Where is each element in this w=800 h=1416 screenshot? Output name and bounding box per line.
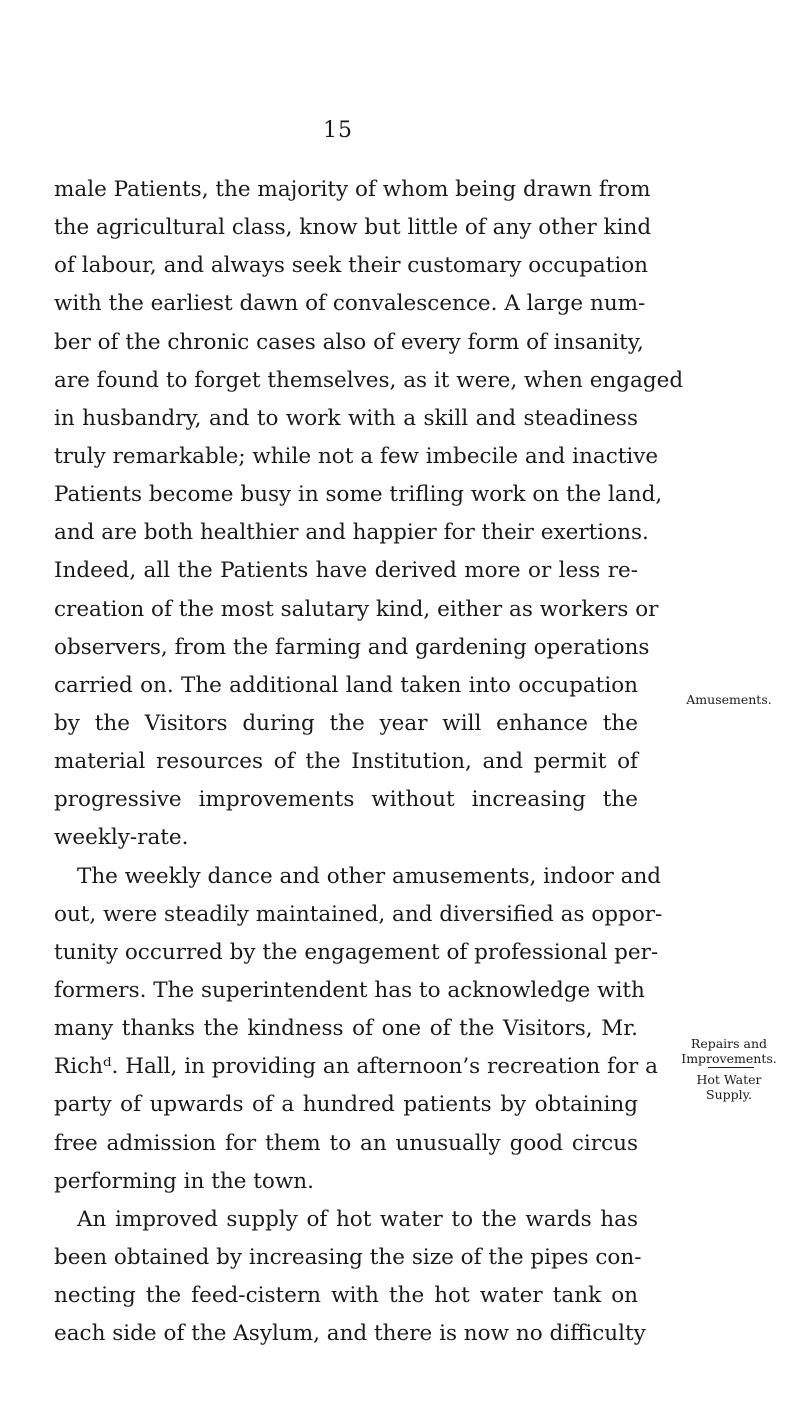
text-line: many thanks the kindness of one of the Visitors, Mr. (54, 1016, 638, 1042)
text-line: progressive improvements without increasing the (54, 787, 638, 813)
text-line: the agricultural class, know but little of any other kind (54, 215, 652, 241)
text-line: of labour, and always seek their customary occupation (54, 253, 649, 279)
margin-note-hot-water-line1: Hot Water (696, 1072, 762, 1087)
text-line: truly remarkable; while not a few imbecile and inactive (54, 443, 659, 469)
text-line: tunity occurred by the engagement of professional per- (54, 939, 659, 965)
text-line: and are both healthier and happier for their exertions. (54, 520, 649, 546)
margin-note-repairs-line2: Improvements. (681, 1051, 777, 1066)
text-line: weekly-rate. (54, 825, 189, 851)
text-line: The weekly dance and other amusements, indoor and (77, 863, 662, 889)
text-line: Indeed, all the Patients have derived more or less re- (54, 558, 638, 584)
text-line: in husbandry, and to work with a skill and steadiness (54, 405, 638, 431)
text-line: creation of the most salutary kind, either as workers or (54, 596, 659, 622)
text-line: carried on. The additional land taken into occupation (54, 672, 638, 698)
text-line: An improved supply of hot water to the wards has (77, 1206, 638, 1232)
margin-note-hot-water (662, 1072, 796, 1102)
text-line: Patients become busy in some trifling work on the land, (54, 482, 663, 508)
text-line: out, were steadily maintained, and diversified as oppor- (54, 901, 663, 927)
text-line: each side of the Asylum, and there is now no difficulty (54, 1321, 646, 1347)
margin-note-amusements-text: Amusements. (686, 692, 772, 707)
text-line: with the earliest dawn of convalescence. A large num- (54, 291, 646, 317)
text-line: free admission for them to an unusually good circus (54, 1130, 638, 1156)
text-line: formers. The superintendent has to acknowledge with (54, 977, 645, 1003)
text-line: Richᵈ. Hall, in providing an afternoon’s recreation for a (54, 1054, 658, 1080)
body-text (54, 171, 684, 1353)
text-line: observers, from the farming and gardening operations (54, 634, 650, 660)
text-line: party of upwards of a hundred patients by obtaining (54, 1092, 638, 1118)
margin-note-repairs-line1: Repairs and (690, 1036, 768, 1051)
text-line: by the Visitors during the year will enhance the (54, 710, 638, 736)
text-line: performing in the town. (54, 1168, 314, 1194)
margin-note-hot-water-line2: Supply. (706, 1087, 752, 1102)
text-line: are found to forget themselves, as it were, when engaged (54, 367, 684, 393)
text-line: male Patients, the majority of whom being drawn from (54, 177, 651, 202)
text-line: ber of the chronic cases also of every form of insanity, (54, 329, 644, 355)
margin-note-divider (708, 1067, 754, 1068)
text-line: been obtained by increasing the size of the pipes con- (54, 1244, 642, 1270)
margin-note-repairs (662, 1036, 796, 1066)
text-line: material resources of the Institution, and permit of (54, 749, 638, 775)
margin-note-amusements (662, 692, 796, 707)
text-line: necting the feed-cistern with the hot water tank on (54, 1283, 638, 1309)
page-number: 15 (323, 118, 353, 143)
